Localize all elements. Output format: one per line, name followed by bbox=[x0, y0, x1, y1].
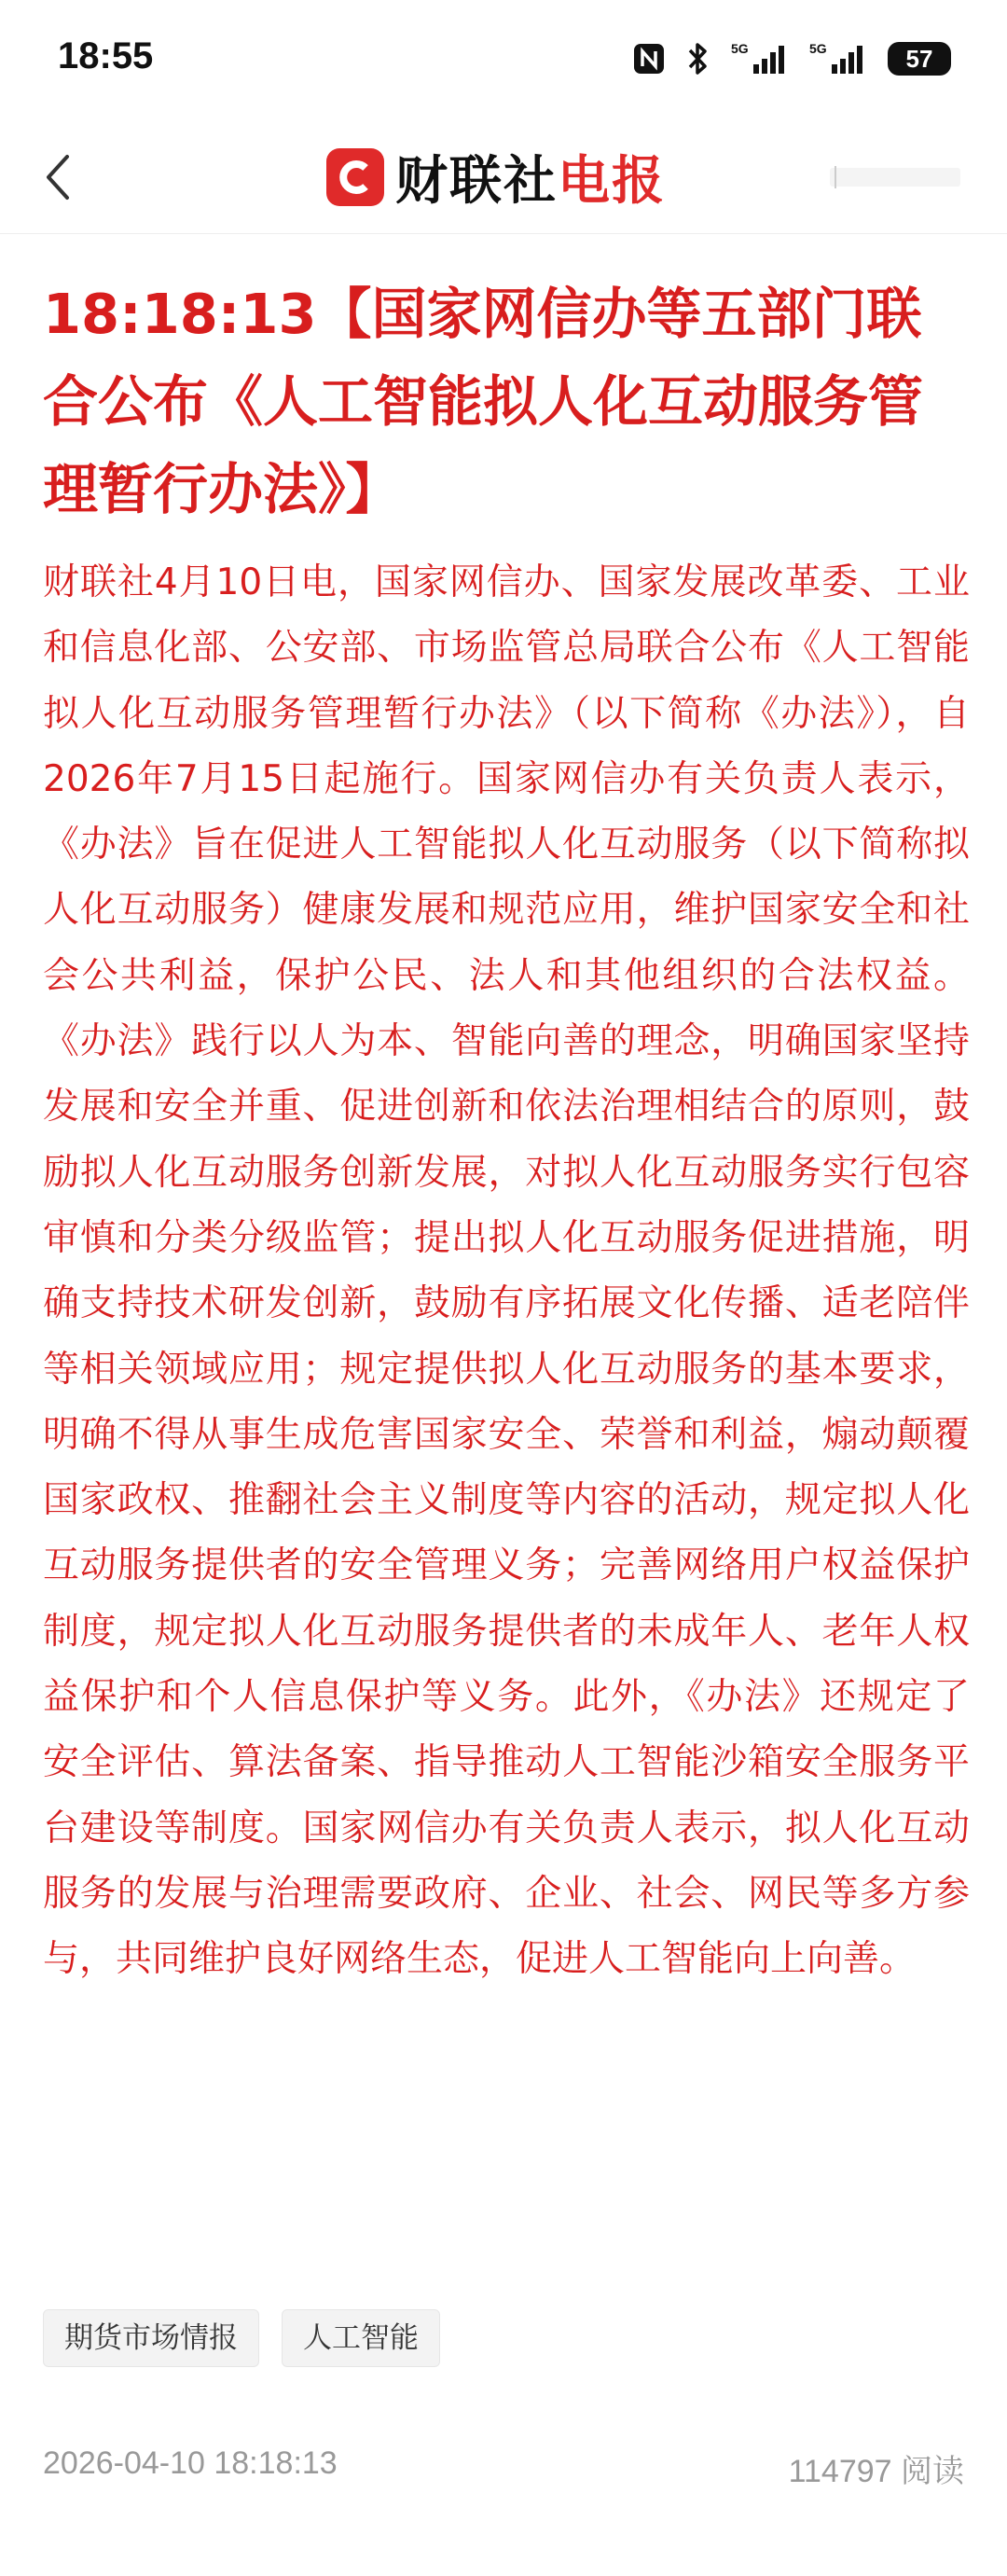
app-header bbox=[0, 121, 1007, 234]
app-logo bbox=[326, 140, 666, 215]
bluetooth-icon bbox=[686, 40, 710, 77]
tag-ai[interactable]: 人工智能 bbox=[282, 2309, 440, 2367]
logo-text-dark: 财联社 bbox=[395, 151, 558, 212]
tag-futures-market[interactable]: 期货市场情报 bbox=[43, 2309, 259, 2367]
battery-icon: 57 bbox=[888, 42, 951, 76]
read-count: 114797 阅读 bbox=[788, 2454, 964, 2489]
svg-text:5G: 5G bbox=[809, 41, 827, 56]
article-title: 18:18:13【国家网信办等五部门联合公布《人工智能拟人化互动服务管理暂行办法》】 bbox=[43, 282, 924, 521]
status-icons bbox=[632, 35, 951, 82]
logo-mark-icon bbox=[326, 148, 384, 206]
nfc-icon bbox=[632, 42, 666, 76]
signal-5g-icon bbox=[731, 40, 789, 77]
svg-text:5G: 5G bbox=[731, 41, 749, 56]
logo-text-red: 电报 bbox=[558, 151, 666, 212]
share-icon[interactable] bbox=[830, 160, 970, 194]
tag-list bbox=[43, 2309, 440, 2367]
signal-5g-icon bbox=[809, 40, 867, 77]
status-bar bbox=[0, 0, 1007, 112]
chevron-left-icon[interactable] bbox=[37, 147, 78, 207]
status-time: 18:55 bbox=[58, 35, 154, 76]
article-body: 财联社4月10日电，国家网信办、国家发展改革委、工业和信息化部、公安部、市场监管总局联合公布《人工智能拟人化互动服务管理暂行办法》（以下简称《办法》），自2026年7月15日起施行。国家网信办有关负责人表示，《办法》旨在促进人工智能拟人化互动服务（以下简称拟人化互动服务）健康发展和规范应用，维护国家安全和社会公共利益，保护公民、法人和其他组织的合法权益。《办法》践行以人为本、智能向善的理念，明确国家坚持发展和安全并重、促进创新和依法治理相结合的原则，鼓励拟人化互动服务创新发展，对拟人化互动服务实行包容审慎和分类分级监管；提出拟人化互动服务促进措施，明确支持技术研发创新，鼓励有序拓展文化传播、适老陪伴等相关领域应用；规定提供拟人化互动服务的基本要求，明确不得从事生成危害国家安全、荣誉和利益，煽动颠覆国家政权、推翻社会主义制度等内容的活动，规定拟人化互动服务提供者的安全管理义务；完善网络用户权益保护制度，规定拟人化互动服务提供者的未成年人、老年人权益保护和个人信息保护等义务。此外，《办法》还规定了安全评估、算法备案、指导推动人工智能沙箱安全服务平台建设等制度。国家网信办有关负责人表示，拟人化互动服务的发展与治理需要政府、企业、社会、网民等多方参与，共同维护良好网络生态，促进人工智能向上向善。 bbox=[43, 561, 970, 1981]
publish-timestamp: 2026-04-10 18:18:13 bbox=[43, 2445, 338, 2481]
article-meta bbox=[43, 2445, 964, 2491]
logo-text bbox=[395, 140, 666, 215]
